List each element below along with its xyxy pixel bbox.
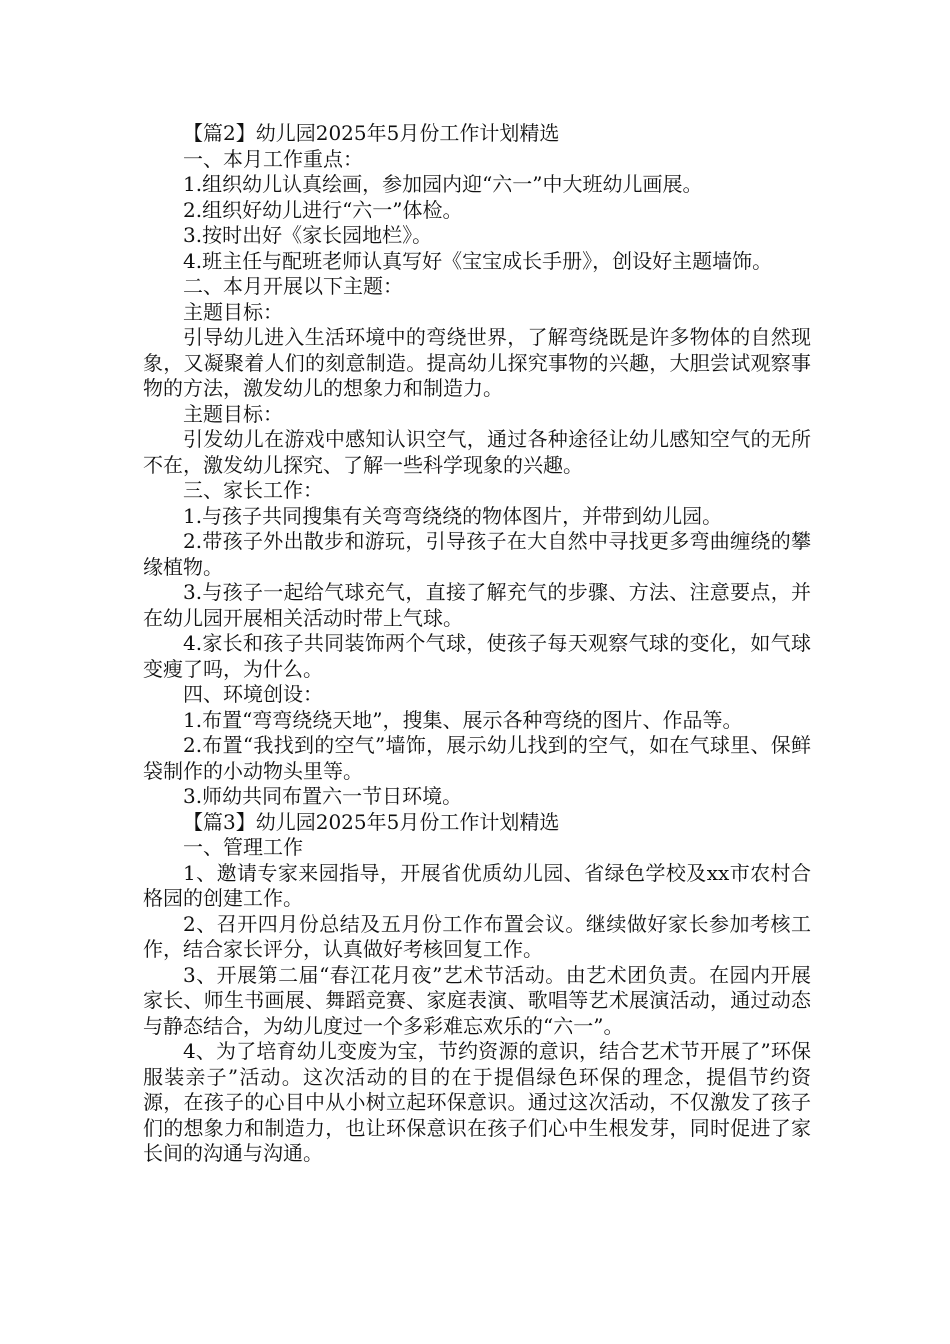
paragraph: 主题目标： xyxy=(183,299,283,324)
paragraph: 1.组织幼儿认真绘画，参加园内迎“六一”中大班幼儿画展。 xyxy=(183,172,703,196)
paragraph: 3.与孩子一起给气球充气，直接了解充气的步骤、方法、注意要点，并在幼儿园开展相关活动时带上气球。 xyxy=(143,580,811,630)
paragraph: 2、召开四月份总结及五月份工作布置会议。继续做好家长参加考核工作，结合家长评分，认真做好考核回复工作。 xyxy=(143,911,811,961)
paragraph: 2.带孩子外出散步和游玩，引导孩子在大自然中寻找更多弯曲缠绕的攀缘植物。 xyxy=(143,529,811,579)
paragraph: 2.布置“我找到的空气”墙饰，展示幼儿找到的空气，如在气球里、保鲜袋制作的小动物头里等。 xyxy=(143,733,811,783)
paragraph: 1、邀请专家来园指导，开展省优质幼儿园、省绿色学校及xx市农村合格园的创建工作。 xyxy=(143,860,811,910)
paragraph: 3、开展第二届“春江花月夜”艺术节活动。由艺术团负责。在园内开展家长、师生书画展、舞蹈竞赛、家庭表演、歌唱等艺术展演活动，通过动态与静态结合，为幼儿度过一个多彩难忘欢乐的“六一”。 xyxy=(143,962,811,1038)
subheading: 二、本月开展以下主题： xyxy=(183,274,403,298)
section-heading-part3: 【篇3】幼儿园2025年5月份工作计划精选 xyxy=(183,809,560,834)
paragraph: 4.班主任与配班老师认真写好《宝宝成长手册》，创设好主题墙饰。 xyxy=(183,248,773,273)
document-body xyxy=(143,121,811,1167)
subheading: 一、本月工作重点： xyxy=(183,146,363,171)
paragraph: 4、为了培育幼儿变废为宝，节约资源的意识，结合艺术节开展了”环保服装亲子”活动。这次活动的目的在于提倡绿色环保的理念，提倡节约资源，在孩子的心目中从小树立起环保意识。通过这次活动，不仅激发了孩子们的想象力和制造力，也让环保意识在孩子们心中生根发芽，同时促进了家长间的沟通与沟通。 xyxy=(143,1039,811,1165)
paragraph: 1.与孩子共同搜集有关弯弯绕绕的物体图片，并带到幼儿园。 xyxy=(183,503,723,528)
paragraph: 引导幼儿进入生活环境中的弯绕世界，了解弯绕既是许多物体的自然现象，又凝聚着人们的刻意制造。提高幼儿探究事物的兴趣，大胆尝试观察事物的方法，激发幼儿的想象力和制造力。 xyxy=(143,325,811,400)
paragraph: 主题目标： xyxy=(183,401,283,426)
paragraph: 引发幼儿在游戏中感知认识空气，通过各种途径让幼儿感知空气的无所不在，激发幼儿探究、了解一些科学现象的兴趣。 xyxy=(143,427,811,477)
paragraph: 4.家长和孩子共同装饰两个气球，使孩子每天观察气球的变化，如气球变瘦了吗，为什么。 xyxy=(143,631,811,681)
paragraph: 2.组织好幼儿进行“六一”体检。 xyxy=(183,197,463,222)
paragraph: 3.师幼共同布置六一节日环境。 xyxy=(183,784,463,808)
paragraph: 3.按时出好《家长园地栏》。 xyxy=(183,223,433,247)
paragraph: 1.布置“弯弯绕绕天地”，搜集、展示各种弯绕的图片、作品等。 xyxy=(183,707,743,732)
subheading: 一、管理工作 xyxy=(183,835,303,859)
subheading: 四、环境创设： xyxy=(183,682,323,706)
section-heading-part2: 【篇2】幼儿园2025年5月份工作计划精选 xyxy=(183,121,560,145)
subheading: 三、家长工作： xyxy=(183,478,323,502)
